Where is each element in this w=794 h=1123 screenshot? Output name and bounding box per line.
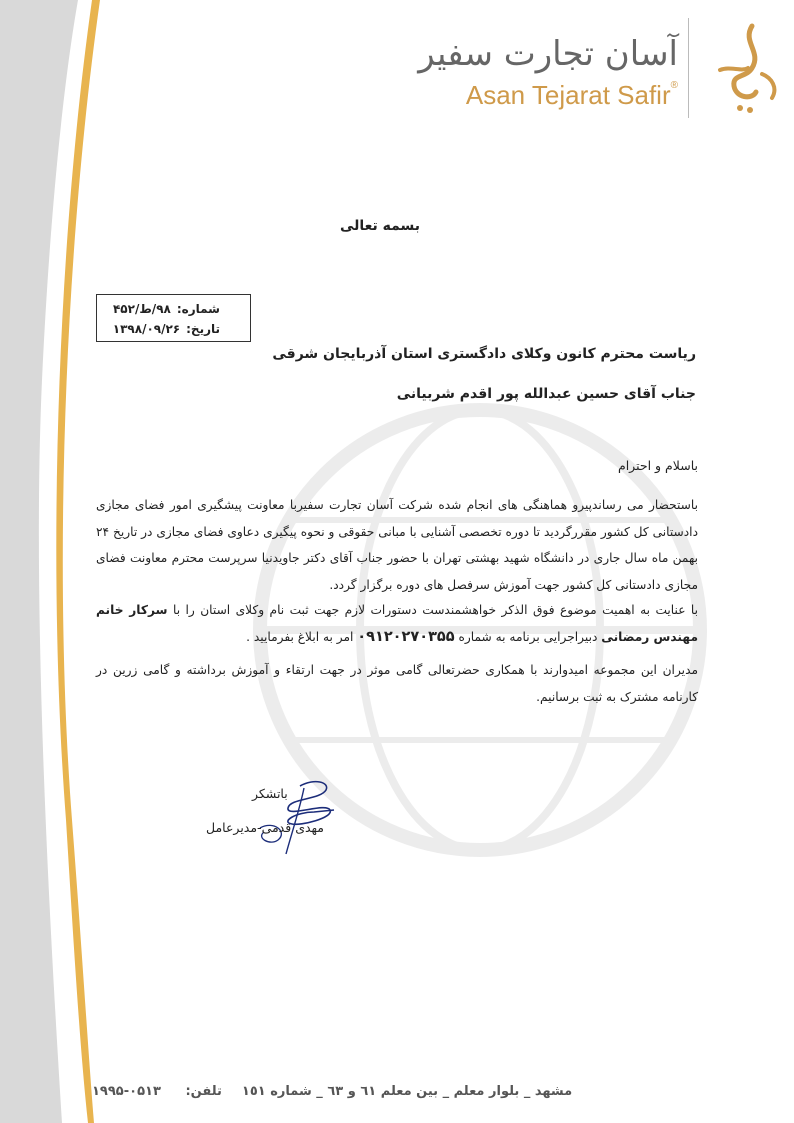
logo-text-english (466, 80, 678, 111)
recipient-line-2: جناب آقای حسین عبدالله پور اقدم شربیانی (396, 386, 696, 402)
footer-phone-label: تلفن: (185, 1084, 222, 1099)
body-paragraph-1: باستحضار می رساندپیرو هماهنگی های انجام شده شرکت آسان تجارت سفیربا معاونت پیشگیری امور فضای مجازی دادستانی کل کشور مقررگردید تا دوره تخصصی آشنایی با مبانی حقوقی و نحوه پیگیری دعاوی فضای مجازی در تاریخ ۲۴ بهمن ماه سال جاری در دانشگاه شهید بهشتی تهران با حضور جناب آقای دکتر جاویدنیا سرپرست محترم معاونت فضای مجازی دادستانی کل کشور جهت آموزش سرفصل های دوره برگزار گردد. (96, 498, 698, 592)
greeting: باسلام و احترام (617, 458, 698, 473)
reference-number-value: ۹۸/ط/۴۵۲ (112, 302, 171, 316)
recipient-line-1: ریاست محترم کانون وکلای دادگستری استان آذربایجان شرقی (272, 346, 696, 362)
footer-address: مشهد _ بلوار معلم _ بین معلم ٦١ و ٦٣ _ شماره ١٥١ (241, 1084, 573, 1099)
closing-thanks: باتشکر (252, 786, 288, 801)
reference-date-label: تاریخ: (186, 322, 220, 336)
reference-box (96, 294, 251, 342)
handwritten-signature (230, 768, 350, 858)
paragraph-2-text-b: دبیراجرایی برنامه به شماره (454, 629, 602, 644)
logo-english-name: Asan Tejarat Safir (465, 80, 671, 110)
logo-text-persian: آسان تجارت سفیر (418, 34, 678, 74)
paragraph-2-text-a: با عنایت به اهمیت موضوع فوق الذکر خواهشمندست دستورات لازم جهت ثبت نام وکلای استان را با (167, 603, 699, 617)
reference-number-label: شماره: (176, 302, 220, 316)
basmala-heading: بسمه تعالی (339, 218, 421, 234)
signer-name: مهدی قدمی-مدیرعامل (206, 820, 324, 835)
contact-person-name: سرکار خانم مهندس رمضانی (96, 603, 698, 644)
footer-phone-value: ۰۵۱۳-۱۹۹۵ (92, 1084, 161, 1099)
registered-mark: ® (670, 80, 678, 91)
calligraphy-emblem-icon (712, 22, 784, 114)
reference-number-row (103, 299, 220, 319)
logo-divider (688, 18, 689, 118)
contact-phone-number: ۰۹۱۲۰۲۷۰۳۵۵ (357, 628, 455, 645)
body-paragraph-2 (96, 597, 698, 650)
body-paragraph-3: مدیران این مجموعه امیدوارند با همکاری حضرتعالی گامی موثر در جهت ارتقاء و آموزش برداشته و گامی زرین در کارنامه مشترک به ثبت برسانیم. (96, 663, 698, 704)
reference-date-row (103, 319, 220, 339)
footer-contact (92, 1084, 572, 1099)
reference-date-value: ۱۳۹۸/۰۹/۲۶ (112, 322, 181, 336)
paragraph-2-text-c: امر به ابلاغ بفرمایید . (246, 629, 358, 644)
